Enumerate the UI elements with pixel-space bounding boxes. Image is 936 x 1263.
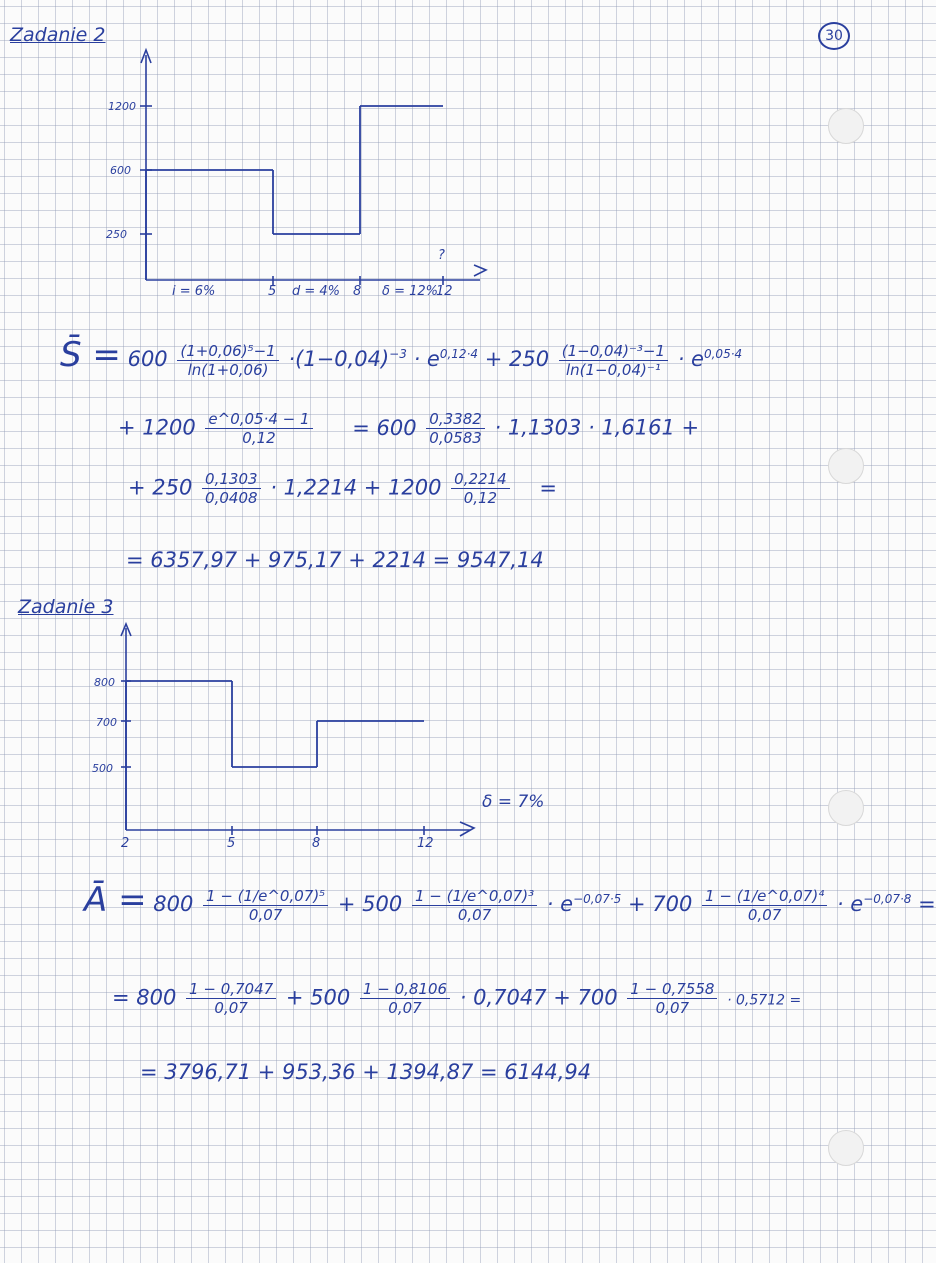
task2-y-tick-label: 1200 [108,100,136,113]
task2-x-label: d = 4% [292,284,341,299]
eq-term: · 0,7047 + 700 [459,985,618,1010]
eq-fraction: $\frac{0,2214}{0,12}$ [451,470,510,507]
task3-equation-line1 [84,880,936,924]
eq-coef: + 500 [337,892,403,916]
page-number-badge: 30 [818,22,850,50]
eq-coef: + 700 [628,892,693,916]
eq-term: · 1,1303 · 1,6161 + [494,415,700,440]
task3-heading: Zadanie 3 [18,596,114,618]
task3-equation-line2 [112,980,801,1017]
eq-term: · $e^{-0,07\cdot 8}$ [836,892,912,916]
task2-y-tick-label: 250 [106,228,127,241]
eq-coef: = 800 [112,985,177,1010]
eq-fraction: $\frac{\text{1 − (1/e\textasciicircum{}0,07)⁴}}{0,07}$ [702,887,827,924]
task2-x-label: 12 [436,284,453,299]
eq-coef: 600 [127,347,168,371]
eq-fraction: $\frac{\text{1 − (1/e\textasciicircum{}0,07)⁵}}{0,07}$ [203,887,328,924]
eq-term: · $e^{0,12\cdot 4}$ [413,347,479,371]
eq-fraction: $\frac{0,1303}{0,0408}$ [202,470,261,507]
eq-term: = [918,892,936,916]
task3-x-label: 2 [121,836,130,851]
task3-delta-label: δ = 7% [482,792,545,812]
eq-fraction: $\frac{1 - 0,7558}{0,07}$ [627,980,717,1017]
task2-question-mark: ? [438,248,445,263]
eq-term: · 0,5712 = [727,992,802,1009]
eq-fraction: $\frac{0,3382}{0,0583}$ [426,410,485,447]
task3-x-label: 5 [227,836,236,851]
eq-fraction: $\frac{1 - 0,7047}{0,07}$ [186,980,276,1017]
eq-fraction: $\frac{\text{(1+0,06)⁵−1}}{\ln(1+0,06)}$ [177,342,278,379]
task3-result: = 3796,71 + 953,36 + 1394,87 = 6144,94 [140,1060,592,1084]
task3-x-label: 12 [417,836,434,851]
eq-lhs: Ā = [84,880,147,920]
task3-x-arrow [460,822,474,836]
task3-x-label: 8 [312,836,321,851]
eq-term: $\cdot(1-0,04)^{-3}$ [288,347,407,371]
eq-term: · $e^{-0,07\cdot 5}$ [546,892,622,916]
task2-y-tick-label: 600 [110,164,131,177]
eq-term: = [539,475,557,500]
eq-fraction: $\frac{\text{1 − (1/e\textasciicircum{}0,07)³}}{0,07}$ [412,887,537,924]
task2-x-label: 8 [353,284,362,299]
task2-heading: Zadanie 2 [10,24,106,46]
task3-y-tick-label: 500 [92,762,113,775]
eq-coef: = 600 [352,415,417,440]
eq-coef: + 250 [484,347,550,371]
task2-x-label: 5 [268,284,277,299]
eq-coef: + 250 [128,475,193,500]
eq-coef: 800 [153,892,194,916]
eq-fraction: $\frac{\text{(1−0,04)⁻³−1}}{\text{ln(1−0,04)⁻¹}}$ [559,342,668,379]
task3-y-tick-label: 800 [94,676,115,689]
eq-coef: + 1200 [118,415,196,440]
task2-result: = 6357,97 + 975,17 + 2214 = 9547,14 [126,548,544,572]
eq-fraction: $\frac{1 - 0,8106}{0,07}$ [360,980,450,1017]
eq-fraction: $\frac{e\^{}0,05\cdot 4 - 1}{0,12}$ [205,410,312,447]
task3-y-tick-label: 700 [96,716,117,729]
task2-x-label: i = 6% [172,284,216,299]
task2-x-label: δ = 12% [382,284,439,299]
eq-coef: + 500 [285,985,351,1010]
eq-term: · $e^{0,05\cdot 4}$ [677,347,743,371]
eq-lhs: S̄ = [60,335,121,375]
eq-term: · 1,2214 + 1200 [270,475,442,500]
